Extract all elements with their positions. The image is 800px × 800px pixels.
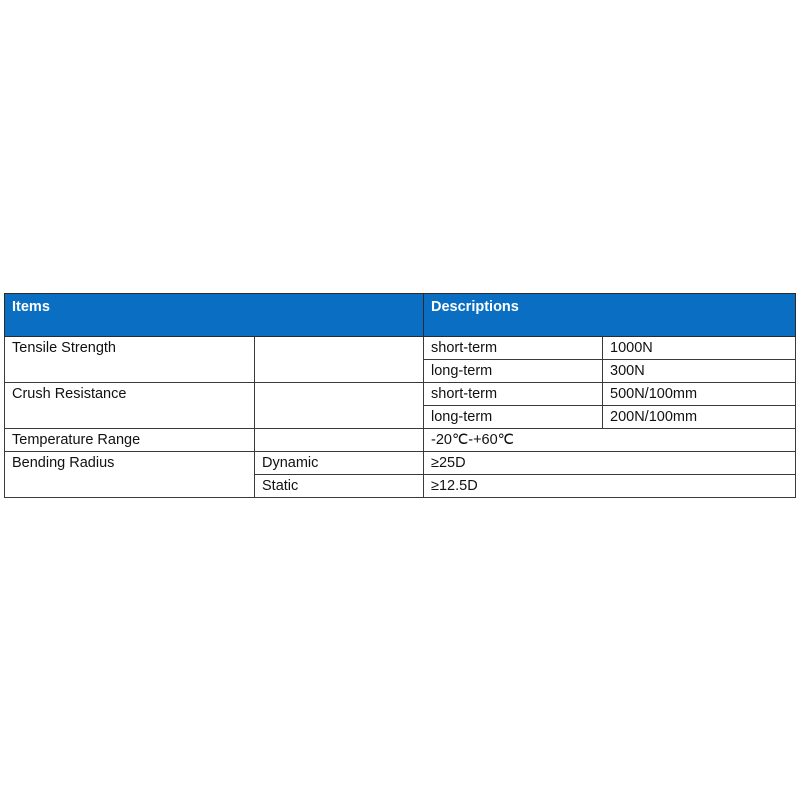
crush-short-term-value: 500N/100mm xyxy=(603,383,796,406)
crush-resistance-label: Crush Resistance xyxy=(5,383,255,429)
empty-cell xyxy=(255,337,424,383)
bending-static-label: Static xyxy=(255,475,424,498)
bending-dynamic-value: ≥25D xyxy=(424,452,796,475)
table-row xyxy=(5,429,796,452)
empty-cell xyxy=(255,429,424,452)
temperature-range-label: Temperature Range xyxy=(5,429,255,452)
table-header-row xyxy=(5,294,796,337)
tensile-long-term-label: long-term xyxy=(424,360,603,383)
tensile-strength-label: Tensile Strength xyxy=(5,337,255,383)
header-descriptions: Descriptions xyxy=(424,294,796,337)
crush-long-term-value: 200N/100mm xyxy=(603,406,796,429)
crush-short-term-label: short-term xyxy=(424,383,603,406)
empty-cell xyxy=(255,383,424,429)
header-items: Items xyxy=(5,294,424,337)
bending-static-value: ≥12.5D xyxy=(424,475,796,498)
tensile-short-term-value: 1000N xyxy=(603,337,796,360)
crush-long-term-label: long-term xyxy=(424,406,603,429)
temperature-range-value: -20℃-+60℃ xyxy=(424,429,796,452)
tensile-short-term-label: short-term xyxy=(424,337,603,360)
table-row xyxy=(5,452,796,475)
table-row xyxy=(5,383,796,406)
bending-dynamic-label: Dynamic xyxy=(255,452,424,475)
tensile-long-term-value: 300N xyxy=(603,360,796,383)
bending-radius-label: Bending Radius xyxy=(5,452,255,498)
table-row xyxy=(5,337,796,360)
specifications-table xyxy=(4,293,796,498)
